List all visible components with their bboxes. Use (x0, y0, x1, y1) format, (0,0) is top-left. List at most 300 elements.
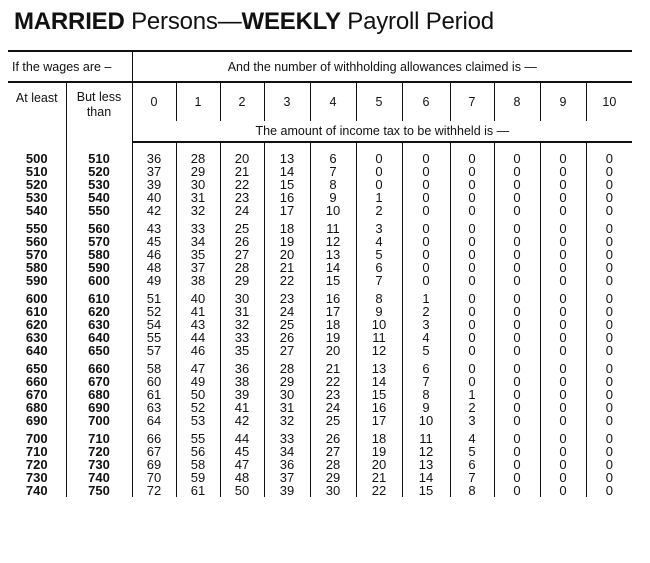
tax-amount-cell: 30 (310, 484, 356, 497)
tax-amount-cell: 0 (540, 165, 586, 178)
tax-amount-cell: 0 (402, 261, 450, 274)
tax-amount-cell: 55 (176, 427, 220, 445)
tax-amount-cell: 52 (176, 401, 220, 414)
tax-amount-cell: 0 (402, 191, 450, 204)
tax-amount-cell: 40 (132, 191, 176, 204)
tax-amount-cell: 8 (310, 178, 356, 191)
tax-amount-cell: 0 (605, 164, 613, 179)
tax-amount-cell: 66 (132, 427, 176, 445)
tax-amount-cell: 9 (402, 401, 450, 414)
tax-amount-cell: 20 (220, 142, 264, 165)
tax-amount-cell: 0 (605, 177, 613, 192)
tax-amount-cell: 42 (132, 204, 176, 217)
tax-amount-cell: 55 (132, 331, 176, 344)
tax-amount-cell: 0 (450, 357, 494, 375)
tax-amount-cell: 3 (356, 217, 402, 235)
tax-amount-cell: 0 (540, 344, 586, 357)
tax-amount-cell: 49 (132, 274, 176, 287)
tax-amount-cell: 0 (540, 142, 586, 165)
tax-amount-cell: 1 (402, 287, 450, 305)
tax-amount-cell: 25 (220, 217, 264, 235)
tax-amount-cell: 13 (402, 458, 450, 471)
tax-amount-cell: 70 (132, 471, 176, 484)
tax-amount-cell: 11 (356, 331, 402, 344)
tax-amount-cell: 41 (220, 401, 264, 414)
tax-amount-cell: 42 (220, 414, 264, 427)
tax-amount-cell: 46 (176, 344, 220, 357)
tax-amount-cell: 3 (450, 414, 494, 427)
wage-but-less-than: 510 (66, 142, 132, 165)
tax-amount-cell: 0 (540, 427, 586, 445)
tax-amount-cell: 13 (356, 357, 402, 375)
tax-amount-cell: 0 (494, 274, 540, 287)
table-row (8, 274, 632, 287)
tax-amount-cell: 39 (132, 178, 176, 191)
wage-but-less-than: 680 (66, 388, 132, 401)
tax-amount-cell: 0 (605, 457, 613, 472)
tax-amount-cell: 0 (450, 375, 494, 388)
tax-amount-cell: 0 (605, 304, 613, 319)
tax-amount-cell: 12 (356, 344, 402, 357)
wage-but-less-than: 570 (66, 235, 132, 248)
tax-amount-cell: 6 (450, 458, 494, 471)
wage-but-less-than: 660 (66, 357, 132, 375)
tax-amount-cell: 49 (176, 375, 220, 388)
tax-amount-cell: 30 (264, 388, 310, 401)
tax-amount-cell: 12 (402, 445, 450, 458)
tax-amount-cell: 13 (264, 142, 310, 165)
tax-amount-cell: 22 (310, 375, 356, 388)
tax-amount-cell: 0 (540, 204, 586, 217)
tax-amount-cell: 0 (494, 178, 540, 191)
tax-amount-cell: 9 (356, 305, 402, 318)
allowance-column-header: 4 (310, 82, 356, 121)
tax-amount-cell: 28 (220, 261, 264, 274)
tax-amount-cell: 69 (132, 458, 176, 471)
allowance-column-header: 10 (602, 95, 617, 109)
tax-amount-cell: 0 (450, 318, 494, 331)
wage-but-less-than: 590 (66, 261, 132, 274)
tax-amount-cell: 34 (264, 445, 310, 458)
tax-amount-cell: 27 (220, 248, 264, 261)
allowance-column-header: 0 (132, 82, 176, 121)
tax-amount-cell: 37 (132, 165, 176, 178)
tax-amount-cell: 16 (264, 191, 310, 204)
tax-amount-cell: 0 (494, 375, 540, 388)
tax-amount-cell: 0 (605, 330, 613, 345)
tax-amount-cell: 37 (264, 471, 310, 484)
tax-amount-cell: 25 (264, 318, 310, 331)
tax-amount-cell: 0 (605, 374, 613, 389)
tax-amount-cell: 58 (176, 458, 220, 471)
tax-amount-cell: 0 (494, 414, 540, 427)
tax-amount-cell: 30 (220, 287, 264, 305)
tax-amount-cell: 0 (605, 291, 613, 306)
tax-amount-cell: 0 (540, 217, 586, 235)
tax-amount-cell: 1 (356, 191, 402, 204)
but-less-than-header: But less than (66, 82, 132, 142)
tax-amount-cell: 18 (356, 427, 402, 445)
tax-amount-cell: 0 (450, 287, 494, 305)
tax-amount-cell: 19 (310, 331, 356, 344)
tax-amount-cell: 32 (220, 318, 264, 331)
tax-amount-cell: 11 (402, 427, 450, 445)
tax-amount-cell: 16 (310, 287, 356, 305)
tax-amount-cell: 10 (402, 414, 450, 427)
tax-amount-cell: 0 (540, 261, 586, 274)
table-row (8, 204, 632, 217)
tax-amount-cell: 56 (176, 445, 220, 458)
tax-amount-cell: 6 (356, 261, 402, 274)
tax-amount-cell: 45 (132, 235, 176, 248)
tax-amount-cell: 0 (605, 273, 613, 288)
tax-amount-cell: 0 (402, 178, 450, 191)
tax-amount-cell: 43 (132, 217, 176, 235)
tax-amount-cell: 1 (450, 388, 494, 401)
tax-amount-cell: 0 (494, 427, 540, 445)
tax-amount-cell: 28 (310, 458, 356, 471)
tax-amount-cell: 30 (176, 178, 220, 191)
wage-but-less-than: 630 (66, 318, 132, 331)
tax-amount-cell: 0 (402, 274, 450, 287)
tax-amount-cell: 0 (540, 414, 586, 427)
tax-amount-cell: 24 (220, 204, 264, 217)
tax-amount-cell: 0 (356, 142, 402, 165)
wage-at-least: 540 (8, 204, 66, 217)
tax-amount-cell: 36 (132, 142, 176, 165)
tax-amount-cell: 50 (176, 388, 220, 401)
wage-at-least: 620 (8, 318, 66, 331)
wage-at-least: 720 (8, 458, 66, 471)
tax-amount-cell: 32 (176, 204, 220, 217)
wage-but-less-than: 700 (66, 414, 132, 427)
tax-amount-cell: 52 (132, 305, 176, 318)
tax-amount-cell: 8 (402, 388, 450, 401)
tax-amount-cell: 24 (264, 305, 310, 318)
table-row (8, 357, 632, 375)
tax-amount-cell: 28 (264, 357, 310, 375)
wage-at-least: 510 (8, 165, 66, 178)
tax-amount-cell: 0 (540, 287, 586, 305)
tax-amount-cell: 0 (494, 401, 540, 414)
tax-amount-cell: 0 (450, 331, 494, 344)
tax-amount-cell: 0 (540, 484, 586, 497)
tax-amount-cell: 10 (356, 318, 402, 331)
tax-amount-cell: 17 (310, 305, 356, 318)
tax-amount-cell: 0 (494, 191, 540, 204)
tax-amount-cell: 0 (605, 413, 613, 428)
tax-amount-cell: 18 (264, 217, 310, 235)
table-row (8, 287, 632, 305)
wage-at-least: 710 (8, 445, 66, 458)
allowance-column-header: 7 (450, 82, 494, 121)
tax-amount-cell: 0 (494, 142, 540, 165)
wage-but-less-than: 550 (66, 204, 132, 217)
tax-amount-cell: 14 (402, 471, 450, 484)
tax-amount-cell: 29 (310, 471, 356, 484)
tax-amount-cell: 22 (356, 484, 402, 497)
tax-amount-cell: 0 (494, 287, 540, 305)
tax-amount-cell: 21 (310, 357, 356, 375)
table-row (8, 414, 632, 427)
wage-but-less-than: 730 (66, 458, 132, 471)
tax-amount-cell: 0 (540, 305, 586, 318)
allowance-column-header: 1 (176, 82, 220, 121)
tax-amount-cell: 0 (450, 344, 494, 357)
tax-amount-cell: 61 (132, 388, 176, 401)
tax-amount-cell: 0 (450, 217, 494, 235)
tax-amount-cell: 26 (220, 235, 264, 248)
tax-amount-cell: 8 (356, 287, 402, 305)
tax-amount-cell: 14 (310, 261, 356, 274)
wage-at-least: 600 (8, 287, 66, 305)
title-weekly: WEEKLY (241, 8, 341, 35)
tax-amount-cell: 17 (356, 414, 402, 427)
tax-amount-cell: 38 (220, 375, 264, 388)
wage-but-less-than: 750 (66, 484, 132, 497)
tax-amount-cell: 0 (494, 331, 540, 344)
wage-but-less-than: 560 (66, 217, 132, 235)
wage-at-least: 590 (8, 274, 66, 287)
wage-but-less-than: 670 (66, 375, 132, 388)
tax-amount-cell: 0 (540, 445, 586, 458)
tax-amount-cell: 0 (540, 318, 586, 331)
page-title (14, 8, 494, 36)
tax-amount-cell: 35 (176, 248, 220, 261)
tax-amount-cell: 31 (176, 191, 220, 204)
table-row (8, 142, 632, 165)
tax-amount-cell: 34 (176, 235, 220, 248)
wage-but-less-than: 580 (66, 248, 132, 261)
tax-amount-cell: 27 (310, 445, 356, 458)
tax-amount-cell: 0 (605, 444, 613, 459)
tax-amount-cell: 0 (402, 235, 450, 248)
wage-at-least: 550 (8, 217, 66, 235)
tax-amount-cell: 33 (220, 331, 264, 344)
tax-amount-cell: 0 (494, 217, 540, 235)
tax-amount-cell: 0 (494, 388, 540, 401)
header-row-columns (8, 82, 632, 121)
tax-amount-cell: 48 (132, 261, 176, 274)
wage-at-least: 670 (8, 388, 66, 401)
tax-amount-cell: 36 (264, 458, 310, 471)
tax-amount-cell: 0 (605, 431, 613, 446)
withholding-table (8, 50, 632, 497)
tax-amount-cell: 25 (310, 414, 356, 427)
tax-amount-cell: 0 (494, 458, 540, 471)
title-payroll-period: Payroll Period (340, 8, 494, 35)
wage-but-less-than: 640 (66, 331, 132, 344)
tax-amount-cell: 0 (402, 142, 450, 165)
tax-amount-cell: 0 (605, 203, 613, 218)
tax-amount-cell: 44 (176, 331, 220, 344)
tax-amount-cell: 40 (176, 287, 220, 305)
wage-at-least: 730 (8, 471, 66, 484)
tax-amount-cell: 14 (356, 375, 402, 388)
tax-amount-cell: 0 (494, 484, 540, 497)
tax-amount-cell: 29 (220, 274, 264, 287)
tax-amount-cell: 19 (264, 235, 310, 248)
tax-amount-cell: 18 (310, 318, 356, 331)
title-married: MARRIED (14, 8, 125, 35)
tax-amount-cell: 0 (402, 204, 450, 217)
tax-amount-cell: 22 (220, 178, 264, 191)
tax-amount-cell: 22 (264, 274, 310, 287)
tax-amount-cell: 12 (310, 235, 356, 248)
allowance-column-header: 2 (220, 82, 264, 121)
tax-amount-cell: 0 (540, 375, 586, 388)
tax-amount-cell: 0 (402, 217, 450, 235)
tax-amount-cell: 16 (356, 401, 402, 414)
wage-but-less-than: 650 (66, 344, 132, 357)
allowances-header: And the number of withholding allowances claimed is — (132, 51, 632, 82)
tax-amount-cell: 63 (132, 401, 176, 414)
tax-amount-cell: 0 (540, 274, 586, 287)
tax-amount-cell: 0 (450, 274, 494, 287)
tax-amount-cell: 0 (605, 470, 613, 485)
tax-amount-cell: 33 (264, 427, 310, 445)
wage-at-least: 700 (8, 427, 66, 445)
tax-amount-cell: 0 (494, 305, 540, 318)
tax-amount-cell: 26 (264, 331, 310, 344)
tax-amount-cell: 31 (220, 305, 264, 318)
tax-amount-cell: 13 (310, 248, 356, 261)
tax-amount-cell: 67 (132, 445, 176, 458)
tax-amount-cell: 0 (540, 191, 586, 204)
tax-amount-cell: 28 (176, 142, 220, 165)
tax-amount-cell: 23 (264, 287, 310, 305)
tax-amount-cell: 10 (310, 204, 356, 217)
wage-at-least: 570 (8, 248, 66, 261)
tax-amount-cell: 31 (264, 401, 310, 414)
tax-amount-cell: 0 (494, 357, 540, 375)
tax-amount-cell: 20 (310, 344, 356, 357)
tax-amount-cell: 51 (132, 287, 176, 305)
tax-amount-cell: 0 (540, 235, 586, 248)
tax-amount-cell: 60 (132, 375, 176, 388)
tax-amount-cell: 0 (540, 388, 586, 401)
tax-amount-cell: 3 (402, 318, 450, 331)
allowance-column-header: 5 (356, 82, 402, 121)
wage-but-less-than: 710 (66, 427, 132, 445)
tax-amount-cell: 0 (450, 165, 494, 178)
tax-amount-cell: 7 (450, 471, 494, 484)
wage-but-less-than: 620 (66, 305, 132, 318)
tax-amount-cell: 5 (402, 344, 450, 357)
tax-amount-cell: 7 (356, 274, 402, 287)
tax-amount-cell: 8 (450, 484, 494, 497)
tax-amount-cell: 6 (402, 357, 450, 375)
tax-amount-cell: 0 (356, 165, 402, 178)
tax-amount-cell: 0 (356, 178, 402, 191)
allowance-column-header: 9 (540, 82, 586, 121)
tax-amount-cell: 15 (402, 484, 450, 497)
wage-but-less-than: 690 (66, 401, 132, 414)
wage-at-least: 740 (8, 484, 66, 497)
wage-at-least: 640 (8, 344, 66, 357)
tax-amount-cell: 46 (132, 248, 176, 261)
tax-amount-cell: 7 (310, 165, 356, 178)
tax-amount-cell: 33 (176, 217, 220, 235)
tax-amount-cell: 44 (220, 427, 264, 445)
tax-amount-cell: 0 (450, 178, 494, 191)
tax-amount-cell: 19 (356, 445, 402, 458)
tax-amount-cell: 0 (450, 261, 494, 274)
wage-but-less-than: 610 (66, 287, 132, 305)
tax-amount-cell: 6 (310, 142, 356, 165)
tax-amount-cell: 4 (402, 331, 450, 344)
tax-amount-cell: 0 (450, 235, 494, 248)
wage-at-least: 680 (8, 401, 66, 414)
tax-amount-cell: 0 (605, 260, 613, 275)
tax-amount-cell: 32 (264, 414, 310, 427)
tax-amount-cell: 0 (540, 248, 586, 261)
wage-at-least: 660 (8, 375, 66, 388)
tax-amount-cell: 5 (450, 445, 494, 458)
tax-amount-cell: 0 (540, 401, 586, 414)
tax-amount-cell: 0 (402, 248, 450, 261)
tax-amount-cell: 2 (450, 401, 494, 414)
wage-at-least: 690 (8, 414, 66, 427)
wage-at-least: 650 (8, 357, 66, 375)
tax-amount-cell: 0 (494, 471, 540, 484)
allowance-column-header: 8 (494, 82, 540, 121)
tax-amount-cell: 0 (540, 357, 586, 375)
tax-amount-cell: 29 (264, 375, 310, 388)
tax-amount-cell: 0 (494, 204, 540, 217)
tax-amount-cell: 43 (176, 318, 220, 331)
tax-amount-header: The amount of income tax to be withheld is — (132, 121, 632, 142)
tax-amount-cell: 0 (450, 248, 494, 261)
tax-amount-cell: 9 (310, 191, 356, 204)
tax-amount-cell: 0 (494, 248, 540, 261)
tax-amount-cell: 38 (176, 274, 220, 287)
tax-amount-cell: 0 (540, 331, 586, 344)
tax-amount-cell: 0 (540, 471, 586, 484)
wage-but-less-than: 530 (66, 178, 132, 191)
tax-amount-cell: 36 (220, 357, 264, 375)
wage-at-least: 580 (8, 261, 66, 274)
tax-amount-cell: 0 (540, 178, 586, 191)
tax-amount-cell: 0 (494, 165, 540, 178)
tax-amount-cell: 0 (540, 458, 586, 471)
tax-amount-cell: 53 (176, 414, 220, 427)
wage-but-less-than: 540 (66, 191, 132, 204)
tax-amount-cell: 15 (264, 178, 310, 191)
tax-amount-cell: 35 (220, 344, 264, 357)
tax-amount-cell: 0 (605, 343, 613, 358)
tax-amount-cell: 21 (264, 261, 310, 274)
tax-amount-cell: 0 (494, 344, 540, 357)
at-least-header: At least (8, 82, 66, 142)
tax-amount-cell: 54 (132, 318, 176, 331)
tax-amount-cell: 0 (605, 151, 613, 166)
wage-at-least: 520 (8, 178, 66, 191)
tax-amount-cell: 20 (356, 458, 402, 471)
tax-amount-cell: 0 (605, 387, 613, 402)
tax-amount-cell: 0 (450, 204, 494, 217)
tax-amount-cell: 21 (220, 165, 264, 178)
tax-amount-cell: 15 (310, 274, 356, 287)
wage-at-least: 630 (8, 331, 66, 344)
tax-amount-cell: 58 (132, 357, 176, 375)
tax-amount-cell: 0 (494, 235, 540, 248)
tax-amount-cell: 39 (220, 388, 264, 401)
table-row (8, 484, 632, 497)
tax-amount-cell: 15 (356, 388, 402, 401)
tax-amount-cell: 14 (264, 165, 310, 178)
tax-amount-cell: 72 (132, 484, 176, 497)
